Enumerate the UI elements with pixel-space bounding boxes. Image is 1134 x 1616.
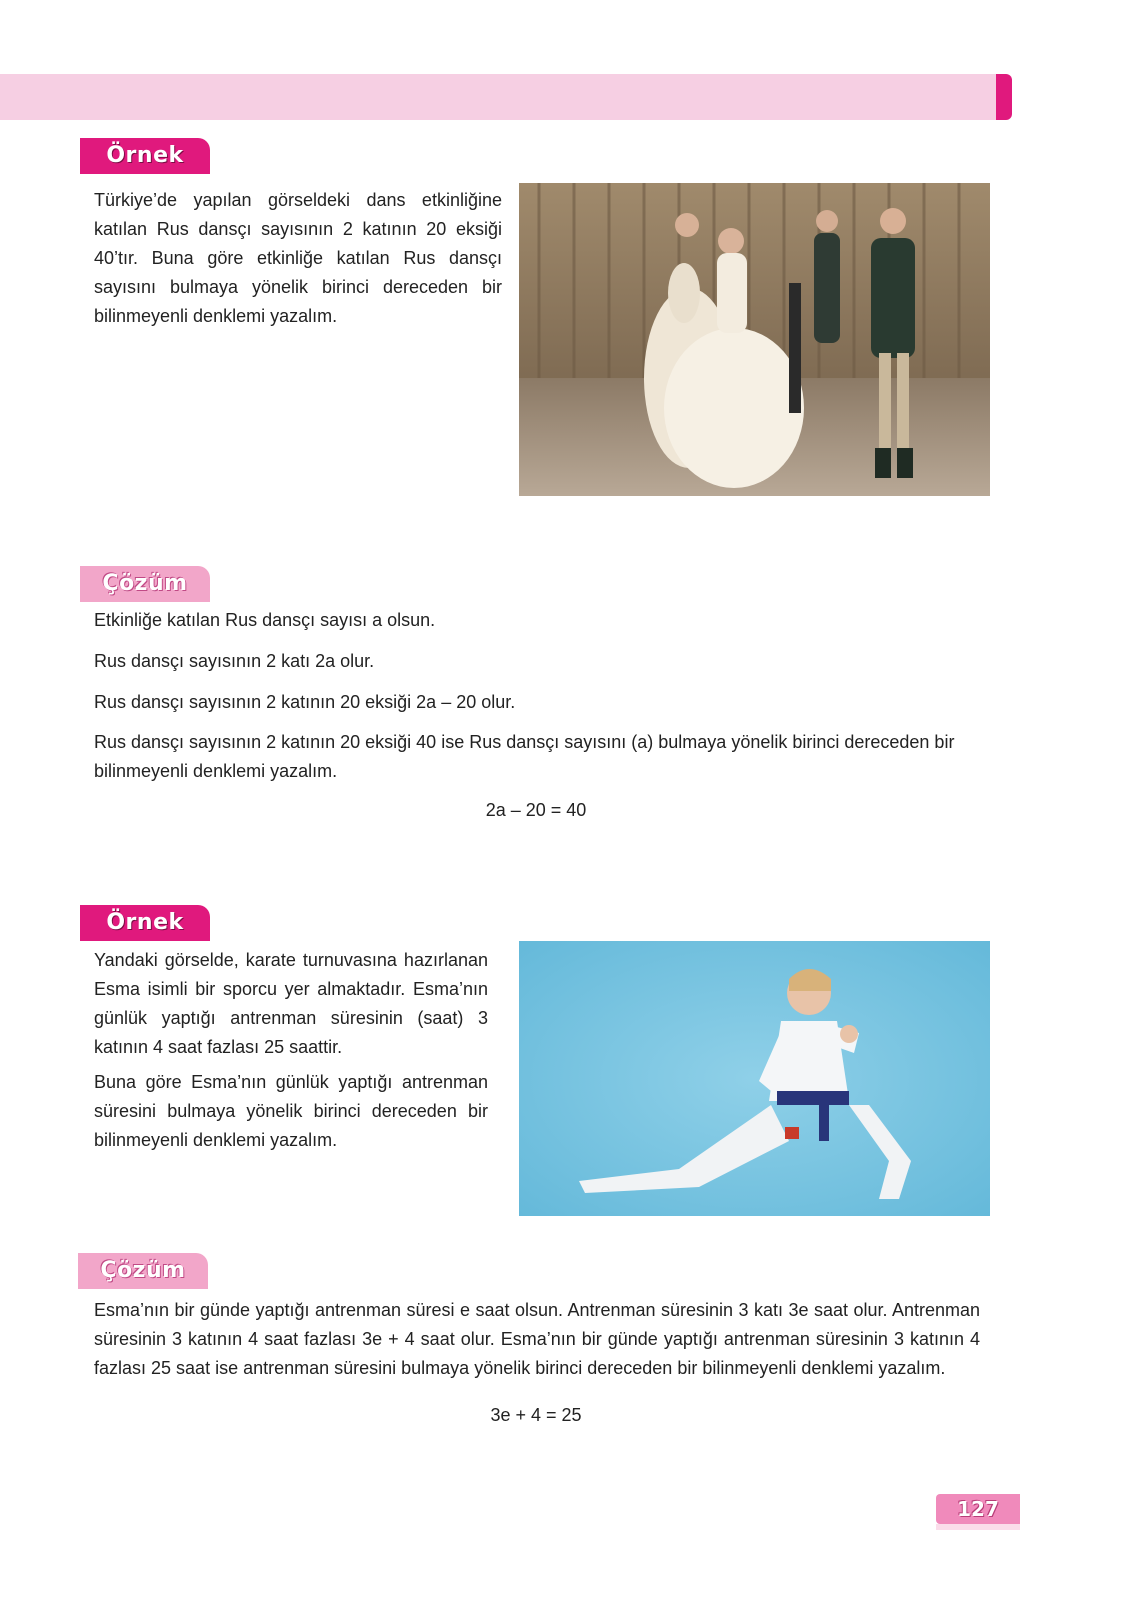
equation-1: 2a – 20 = 40 [485, 800, 587, 820]
dance-image [519, 183, 990, 496]
page-number: 127 [936, 1494, 1020, 1524]
example-label: Örnek [80, 138, 210, 174]
example2-paragraph-2: Buna göre Esma’nın günlük yaptığı antrenman süresini bulmaya yönelik birinci dereceden bir bilinmeyenli denklemi yazalım. [94, 1072, 488, 1150]
example-label: Örnek [80, 905, 210, 941]
header-band [0, 74, 1000, 120]
solution1-line-2: Rus dansçı sayısının 2 katı 2a olur. [94, 651, 375, 671]
equation-2: 3e + 4 = 25 [490, 1405, 582, 1425]
solution-label: Çözüm [80, 566, 210, 602]
karate-image [519, 941, 990, 1216]
solution1-line-1: Etkinliğe katılan Rus dansçı sayısı a olsun. [94, 610, 436, 630]
solution1-line-4: Rus dansçı sayısının 2 katının 20 eksiği 40 ise Rus dansçı sayısını (a) bulmaya yönelik birinci dereceden bir bilinmeyenli denklemi yazalım. [94, 732, 955, 781]
page-number-tail [936, 1524, 1020, 1530]
dance-photo [519, 183, 990, 496]
example2-paragraph-1: Yandaki görselde, karate turnuvasına hazırlanan Esma isimli bir sporcu yer almaktadır. Esma’nın günlük yaptığı antrenman süresinin (saat) 3 katının 4 saat fazlası 25 saattir. [94, 950, 488, 1057]
solution2-text: Esma’nın bir günde yaptığı antrenman süresi e saat olsun. Antrenman süresinin 3 katı 3e saat olur. Antrenman süresinin 3 katının 4 saat fazlası 3e + 4 saat olur. Esma’nın bir günde yaptığı antrenman süresinin 3 katının 4 fazlası 25 saat ise antrenman süresini bulmaya yönelik birinci dereceden bir bilinmeyenli denklemi yazalım. [94, 1300, 980, 1378]
karate-photo [519, 941, 990, 1216]
solution-label: Çözüm [78, 1253, 208, 1289]
solution1-line-3: Rus dansçı sayısının 2 katının 20 eksiği 2a – 20 olur. [94, 692, 516, 712]
example1-text: Türkiye’de yapılan görseldeki dans etkinliğine katılan Rus dansçı sayısının 2 katının 20 eksiği 40’tır. Buna göre etkinliğe katılan Rus dansçı sayısını bulmaya yönelik birinci dereceden bir bilinmeyenli denklemi yazalım. [94, 190, 502, 326]
header-accent [996, 74, 1012, 120]
